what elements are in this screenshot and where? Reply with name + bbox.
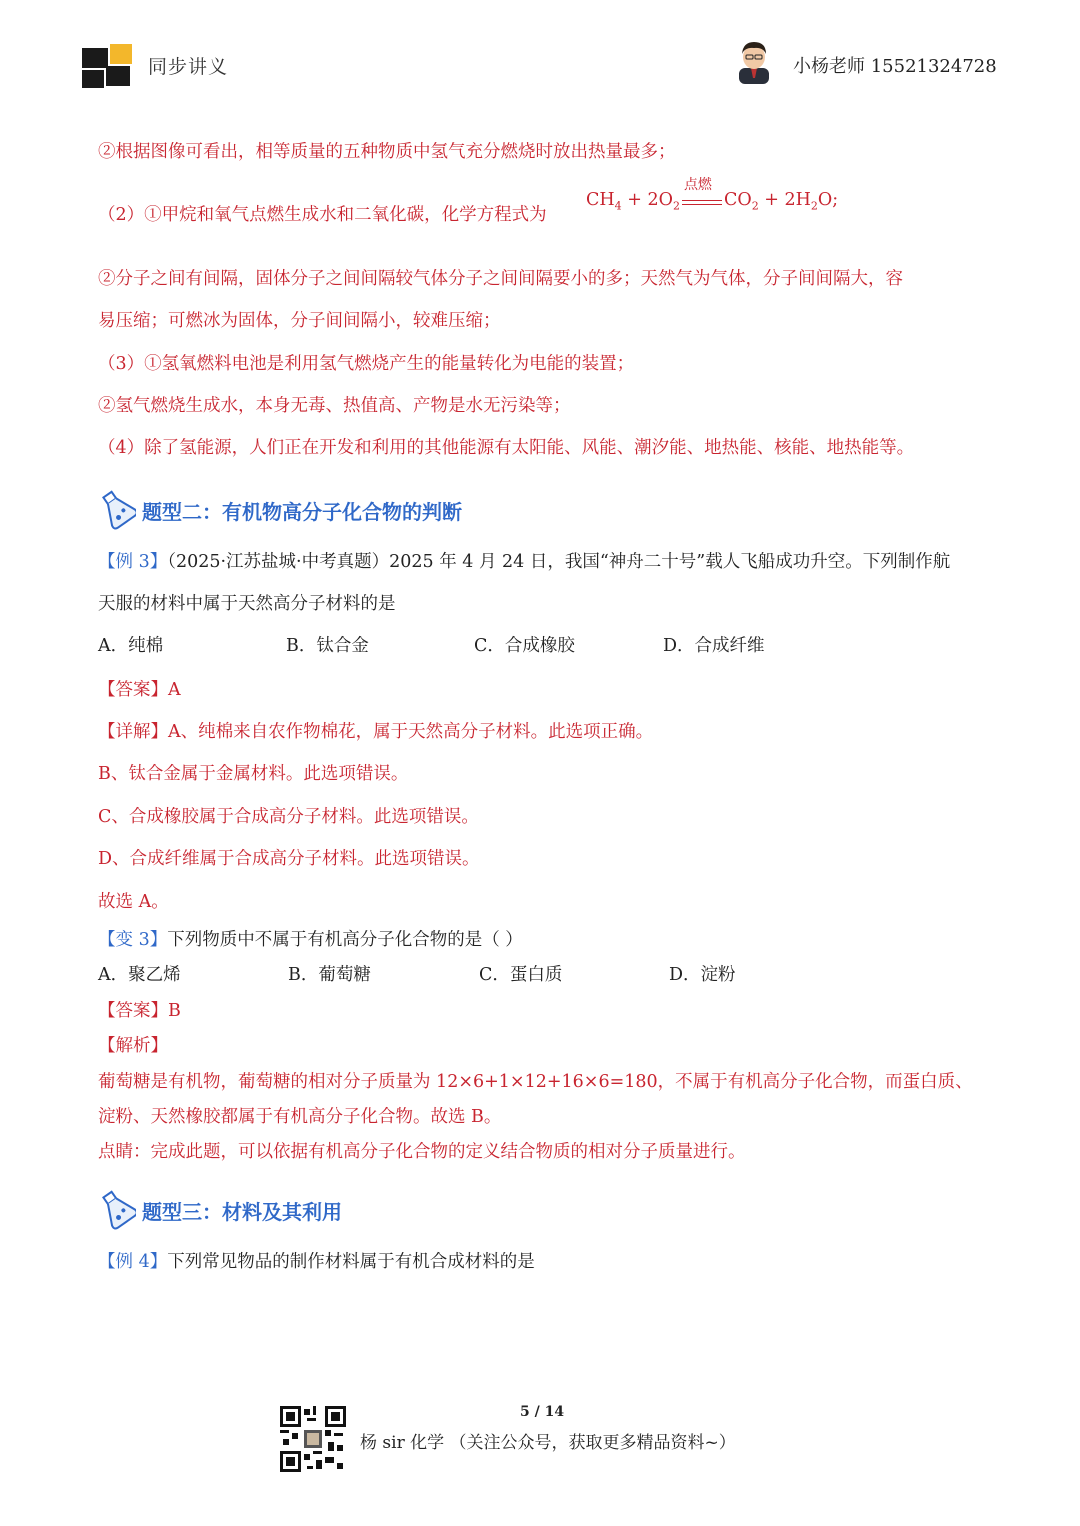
- detail-line: 【详解】A、纯棉来自农作物棉花，属于天然高分子材料。此选项正确。: [98, 722, 654, 742]
- answer-line: ②根据图像可看出，相等质量的五种物质中氢气充分燃烧时放出热量最多；: [98, 142, 676, 162]
- example-question: 【例 3】（2025·江苏盐城·中考真题）2025 年 4 月 24 日，我国“神舟二十号”载人飞船成功升空。下列制作航: [98, 552, 951, 572]
- option-b: B．钛合金: [286, 636, 369, 656]
- section-title: 题型二：有机物高分子化合物的判断: [142, 500, 462, 524]
- answer-line: ②分子之间有间隔，固体分子之间间隔较气体分子之间间隔要小的多；天然气为气体，分子间间隔大，容: [98, 269, 903, 289]
- page-number: 5 / 14: [520, 1404, 565, 1420]
- detail-line: C、合成橡胶属于合成高分子材料。此选项错误。: [98, 807, 479, 827]
- option-a: A．聚乙烯: [98, 965, 181, 985]
- header-title: 同步讲义: [148, 56, 229, 78]
- example-question-cont: 天服的材料中属于天然高分子材料的是: [98, 594, 396, 614]
- option-a: A．纯棉: [98, 636, 164, 656]
- example-options: [98, 632, 998, 658]
- teacher-avatar-icon: [733, 38, 775, 84]
- answer-line: 易压缩；可燃冰为固体，分子间间隔小，较难压缩；: [98, 311, 501, 331]
- detail-line: B、钛合金属于金属材料。此选项错误。: [98, 764, 409, 784]
- teacher-contact: 小杨老师 15521324728: [793, 56, 997, 77]
- flask-icon: [98, 490, 136, 530]
- answer-line: （3）①氢氧燃料电池是利用氢气燃烧产生的能量转化为电能的装置；: [98, 354, 635, 374]
- option-c: C．蛋白质: [479, 965, 563, 985]
- variant-tag: 【变 3】: [98, 930, 168, 950]
- section-title: 题型三：材料及其利用: [142, 1200, 342, 1224]
- variant-question: 【变 3】下列物质中不属于有机高分子化合物的是（ ）: [98, 930, 523, 950]
- reaction-condition: 点燃: [683, 177, 712, 193]
- chemical-equation: $CH_4 + 2O_2$ 点燃 $CO_2 + 2H_2O$;: [586, 190, 838, 213]
- answer-label: 【答案】B: [98, 1001, 181, 1021]
- option-d: D．淀粉: [669, 965, 736, 985]
- analysis-tag: 【解析】: [98, 1036, 168, 1056]
- example-tag: 【例 4】: [98, 1252, 168, 1272]
- analysis-line: 淀粉、天然橡胶都属于有机高分子化合物。故选 B。: [98, 1107, 502, 1127]
- example-tag: 【例 3】: [98, 552, 168, 572]
- detail-line: 故选 A。: [98, 892, 169, 912]
- answer-line: （2）①甲烷和氧气点燃生成水和二氧化碳，化学方程式为: [98, 205, 547, 225]
- analysis-line: 点睛：完成此题，可以依据有机高分子化合物的定义结合物质的相对分子质量进行。: [98, 1142, 746, 1162]
- example-question: 【例 4】下列常见物品的制作材料属于有机合成材料的是: [98, 1252, 535, 1272]
- detail-line: D、合成纤维属于合成高分子材料。此选项错误。: [98, 849, 480, 869]
- answer-line: ②氢气燃烧生成水，本身无毒、热值高、产物是水无污染等；: [98, 396, 571, 416]
- option-d: D．合成纤维: [663, 636, 765, 656]
- footer-text: 杨 sir 化学 （关注公众号，获取更多精品资料~）: [360, 1433, 736, 1453]
- answer-label: 【答案】A: [98, 680, 181, 700]
- qr-code-icon: [280, 1406, 346, 1472]
- option-c: C．合成橡胶: [474, 636, 575, 656]
- analysis-line: 葡萄糖是有机物，葡萄糖的相对分子质量为 12×6+1×12+16×6=180，不属于有机高分子化合物，而蛋白质、: [98, 1072, 973, 1092]
- option-b: B．葡萄糖: [288, 965, 371, 985]
- answer-line: （4）除了氢能源，人们正在开发和利用的其他能源有太阳能、风能、潮汐能、地热能、核能、地热能等。: [98, 438, 915, 458]
- variant-options: [98, 961, 998, 987]
- flask-icon: [98, 1190, 136, 1230]
- logo-icon: [82, 44, 134, 88]
